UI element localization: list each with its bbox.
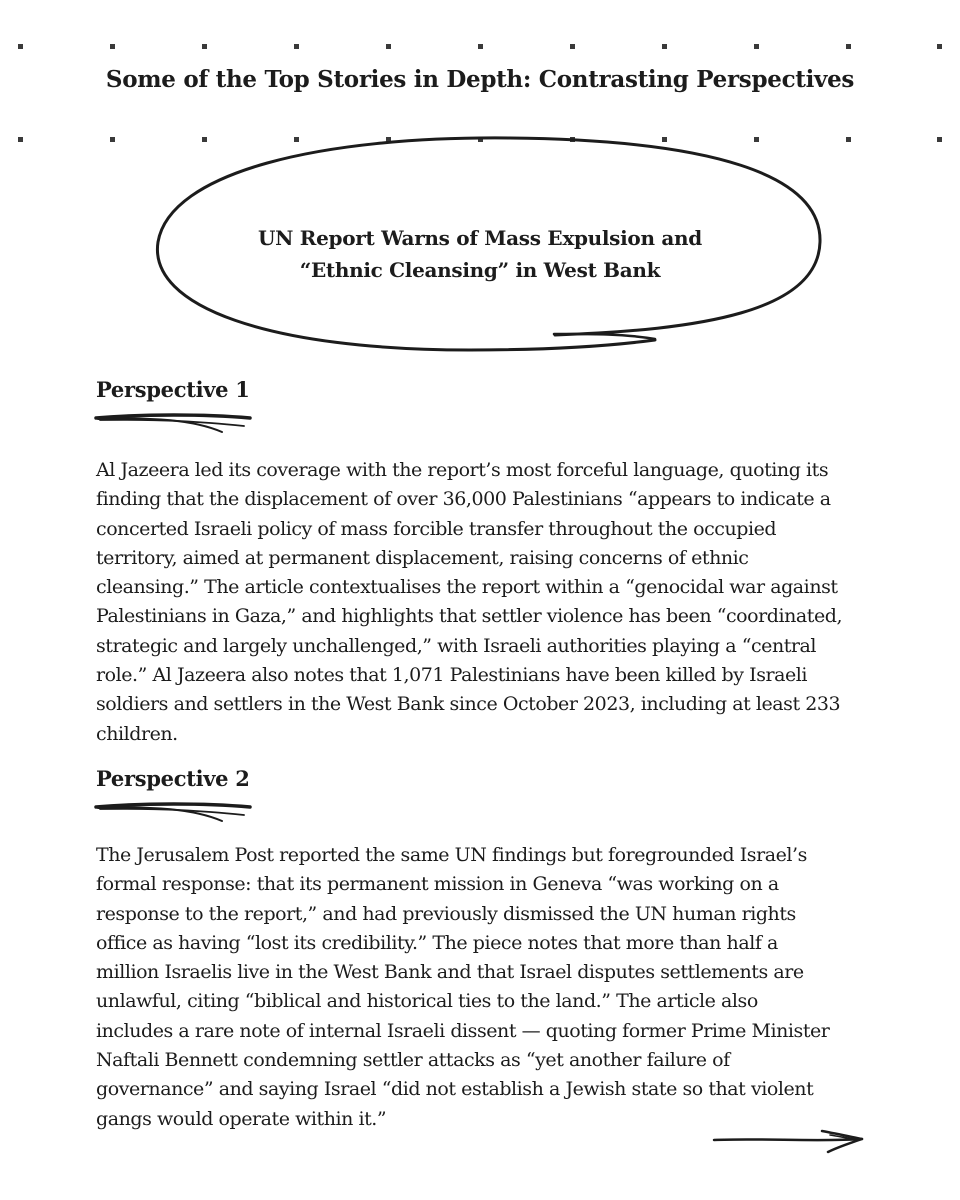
text-line: response to the report,” and had previously dismissed the UN human rights xyxy=(96,902,796,925)
text-line: children. xyxy=(96,722,178,745)
text-line: finding that the displacement of over 36,000 Palestinians “appears to indicate a xyxy=(96,488,831,511)
arrow-right-icon[interactable] xyxy=(710,1126,870,1160)
text-line: governance” and saying Israel “did not establish a Jewish state so that violent xyxy=(96,1078,814,1101)
perspective-1-heading: Perspective 1 xyxy=(96,377,250,402)
text-line: gangs would operate within it.” xyxy=(96,1107,387,1130)
text-line: strategic and largely unchallenged,” with Israeli authorities playing a “central xyxy=(96,634,817,657)
perspective-2-underline xyxy=(94,797,254,825)
text-line: cleansing.” The article contextualises the report within a “genocidal war against xyxy=(96,576,838,599)
story-headline xyxy=(200,222,760,286)
text-line: office as having “lost its credibility.” The piece notes that more than half a xyxy=(96,931,778,954)
text-line: The Jerusalem Post reported the same UN findings but foregrounded Israel’s xyxy=(96,844,807,866)
perspective-2-heading: Perspective 2 xyxy=(96,766,250,791)
text-line: soldiers and settlers in the West Bank since October 2023, including at least 233 xyxy=(96,693,841,716)
perspective-2-text xyxy=(96,841,896,1134)
perspective-1-text xyxy=(96,456,896,749)
dot-divider-top xyxy=(0,44,960,50)
page-title: Some of the Top Stories in Depth: Contrasting Perspectives xyxy=(105,66,855,93)
text-line: Naftali Bennett condemning settler attacks as “yet another failure of xyxy=(96,1049,730,1072)
story-headline-line: UN Report Warns of Mass Expulsion and xyxy=(258,226,702,250)
text-line: million Israelis live in the West Bank and that Israel disputes settlements are xyxy=(96,961,804,984)
text-line: formal response: that its permanent mission in Geneva “was working on a xyxy=(96,873,779,896)
text-line: unlawful, citing “biblical and historical ties to the land.” The article also xyxy=(96,990,758,1013)
story-headline-line: “Ethnic Cleansing” in West Bank xyxy=(299,258,661,282)
text-line: role.” Al Jazeera also notes that 1,071 Palestinians have been killed by Israeli xyxy=(96,664,808,687)
text-line: includes a rare note of internal Israeli dissent — quoting former Prime Minister xyxy=(96,1019,830,1042)
text-line: territory, aimed at permanent displacement, raising concerns of ethnic xyxy=(96,546,749,569)
text-line: concerted Israeli policy of mass forcible transfer throughout the occupied xyxy=(96,517,777,540)
text-line: Palestinians in Gaza,” and highlights that settler violence has been “coordinated, xyxy=(96,605,843,628)
text-line: Al Jazeera led its coverage with the report’s most forceful language, quoting its xyxy=(96,459,829,481)
perspective-1-underline xyxy=(94,408,254,436)
